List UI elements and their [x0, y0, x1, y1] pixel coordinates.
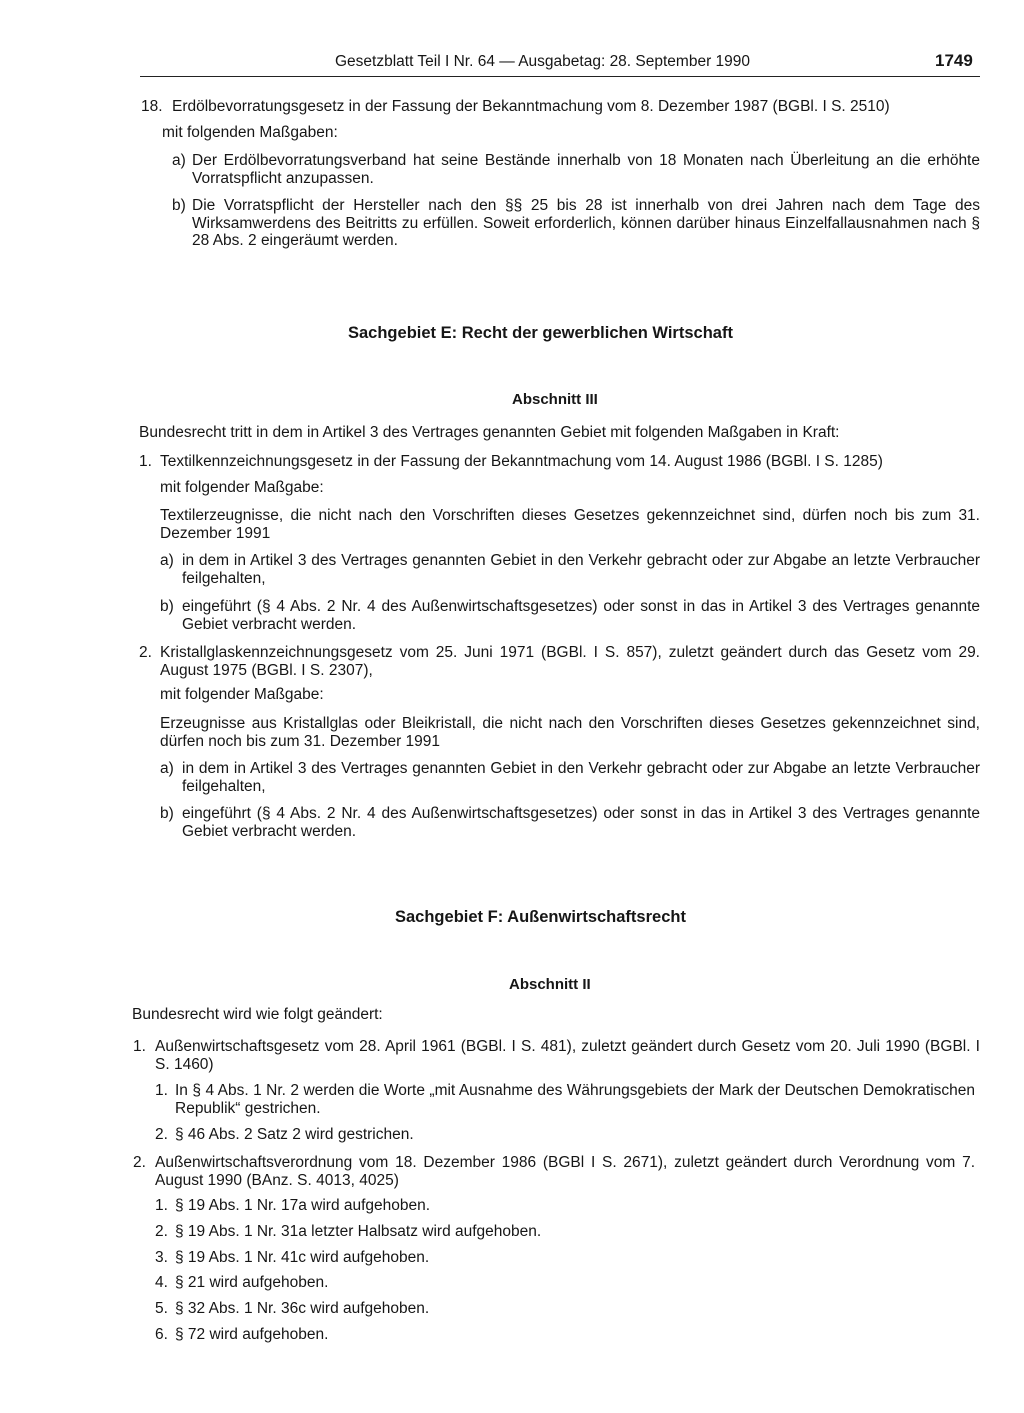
e-item-2-text: Kristallglaskennzeichnungsgesetz vom 25. Juni 1971 (BGBl. I S. 857), zuletzt geändert durch das Gesetz vom 29. August 1975 (BGBl. I S. 2307), — [160, 644, 980, 679]
e-item-2-para: Erzeugnisse aus Kristallglas oder Bleikristall, die nicht nach den Vorschriften dieses Gesetzes gekennzeichnet sind, dürfen noch bis zum 31. Dezember 1991 — [160, 715, 980, 750]
f-item-2-sub-3-number: 3. — [155, 1249, 168, 1266]
f-item-1-number: 1. — [133, 1038, 146, 1055]
e-item-2-b-text: eingeführt (§ 4 Abs. 2 Nr. 4 des Außenwirtschaftsgesetzes) oder sonst in das in Artikel 3 des Vertrages genannte Gebiet verbracht werden. — [182, 805, 980, 840]
item-18-b-text: Die Vorratspflicht der Hersteller nach den §§ 25 bis 28 ist innerhalb von drei Jahren nach dem Tage des Wirksamwerdens des Beitritts zu erfüllen. Soweit erforderlich, können darüber hinaus Einzelfallausnahmen nach § 28 Abs. 2 eingeräumt werden. — [192, 197, 980, 249]
f-item-2-sub-2-text: § 19 Abs. 1 Nr. 31a letzter Halbsatz wird aufgehoben. — [175, 1223, 542, 1240]
f-item-1-sub-1-text: In § 4 Abs. 1 Nr. 2 werden die Worte „mit Ausnahme des Währungsgebiets der Mark der Deutschen Demokratischen Republik“ gestrichen. — [175, 1082, 975, 1117]
e-item-1-number: 1. — [139, 453, 152, 470]
e-item-1-a-label: a) — [160, 552, 174, 569]
section-f-subtitle: Abschnitt II — [509, 976, 591, 993]
f-item-1-sub-1-number: 1. — [155, 1082, 168, 1099]
e-item-1-line2: mit folgender Maßgabe: — [160, 479, 324, 496]
f-item-1-sub-2-number: 2. — [155, 1126, 168, 1143]
f-item-2-text: Außenwirtschaftsverordnung vom 18. Dezember 1986 (BGBl I S. 2671), zuletzt geändert durch Verordnung vom 7. August 1990 (BAnz. S. 4013, 4025) — [155, 1154, 975, 1189]
item-18-line2: mit folgenden Maßgaben: — [162, 124, 338, 141]
f-item-2-sub-4-number: 4. — [155, 1274, 168, 1291]
e-item-1-para: Textilerzeugnisse, die nicht nach den Vorschriften dieses Gesetzes gekennzeichnet sind, dürfen noch bis zum 31. Dezember 1991 — [160, 507, 980, 542]
section-e-intro: Bundesrecht tritt in dem in Artikel 3 des Vertrages genannten Gebiet mit folgenden Maßgaben in Kraft: — [139, 424, 840, 441]
f-item-2-sub-1-text: § 19 Abs. 1 Nr. 17a wird aufgehoben. — [175, 1197, 431, 1214]
f-item-2-sub-3-text: § 19 Abs. 1 Nr. 41c wird aufgehoben. — [175, 1249, 430, 1266]
item-18-b-label: b) — [172, 197, 186, 214]
item-18-a-text: Der Erdölbevorratungsverband hat seine Bestände innerhalb von 18 Monaten nach Überleitung an die erhöhte Vorratspflicht anzupassen. — [192, 152, 980, 187]
e-item-1-b-label: b) — [160, 598, 174, 615]
f-item-2-sub-6-text: § 72 wird aufgehoben. — [175, 1326, 329, 1343]
running-header: Gesetzblatt Teil I Nr. 64 — Ausgabetag: 28. September 1990 — [335, 53, 751, 70]
f-item-2-number: 2. — [133, 1154, 146, 1171]
page-number: 1749 — [935, 51, 973, 70]
e-item-2-a-label: a) — [160, 760, 174, 777]
f-item-2-sub-6-number: 6. — [155, 1326, 168, 1343]
section-f-title: Sachgebiet F: Außenwirtschaftsrecht — [395, 908, 686, 926]
e-item-2-b-label: b) — [160, 805, 174, 822]
f-item-1-text: Außenwirtschaftsgesetz vom 28. April 1961 (BGBl. I S. 481), zuletzt geändert durch Gesetz vom 20. Juli 1990 (BGBl. I S. 1460) — [155, 1038, 980, 1073]
e-item-1-b-text: eingeführt (§ 4 Abs. 2 Nr. 4 des Außenwirtschaftsgesetzes) oder sonst in das in Artikel 3 des Vertrages genannte Gebiet verbracht werden. — [182, 598, 980, 633]
item-18-line1: Erdölbevorratungsgesetz in der Fassung der Bekanntmachung vom 8. Dezember 1987 (BGBl. I S. 2510) — [172, 98, 890, 115]
item-18-number: 18. — [141, 98, 163, 115]
item-18-a-label: a) — [172, 152, 186, 169]
section-f-intro: Bundesrecht wird wie folgt geändert: — [132, 1006, 383, 1023]
section-e-title: Sachgebiet E: Recht der gewerblichen Wirtschaft — [348, 324, 733, 342]
e-item-2-line2: mit folgender Maßgabe: — [160, 686, 324, 703]
f-item-2-sub-2-number: 2. — [155, 1223, 168, 1240]
f-item-2-sub-4-text: § 21 wird aufgehoben. — [175, 1274, 329, 1291]
e-item-1-line1: Textilkennzeichnungsgesetz in der Fassung der Bekanntmachung vom 14. August 1986 (BGBl. I S. 1285) — [160, 453, 883, 470]
f-item-2-sub-1-number: 1. — [155, 1197, 168, 1214]
e-item-2-number: 2. — [139, 644, 152, 661]
f-item-2-sub-5-text: § 32 Abs. 1 Nr. 36c wird aufgehoben. — [175, 1300, 430, 1317]
f-item-2-sub-5-number: 5. — [155, 1300, 168, 1317]
e-item-1-a-text: in dem in Artikel 3 des Vertrages genannten Gebiet in den Verkehr gebracht oder zur Abgabe an letzte Verbraucher feilgehalten, — [182, 552, 980, 587]
f-item-1-sub-2-text: § 46 Abs. 2 Satz 2 wird gestrichen. — [175, 1126, 414, 1143]
section-e-subtitle: Abschnitt III — [512, 391, 598, 408]
header-rule — [140, 76, 980, 77]
e-item-2-a-text: in dem in Artikel 3 des Vertrages genannten Gebiet in den Verkehr gebracht oder zur Abgabe an letzte Verbraucher feilgehalten, — [182, 760, 980, 795]
